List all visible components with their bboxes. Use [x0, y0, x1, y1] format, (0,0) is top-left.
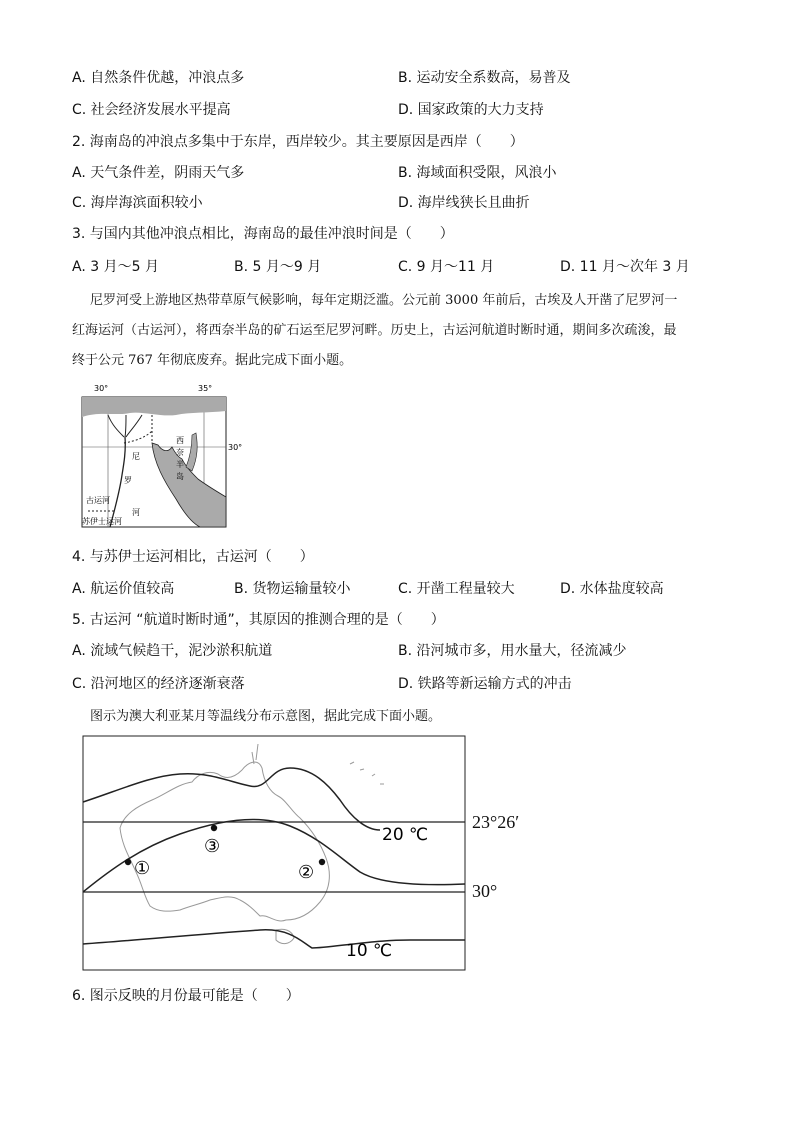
q4-option-b: B. 货物运输量较小: [234, 581, 351, 597]
map2-frame: [83, 736, 465, 970]
lon30-label: 30°: [94, 384, 109, 393]
q1-option-d: D. 国家政策的大力支持: [398, 102, 544, 118]
point-3-label: ③: [204, 836, 221, 857]
q2-stem: 2. 海南岛的冲浪点多集中于东岸，西岸较少。其主要原因是西岸（ ）: [72, 134, 524, 150]
point-1-dot: [125, 859, 131, 865]
nile-canal-map: [80, 381, 243, 531]
iso20-label: 20 ℃: [382, 825, 429, 845]
legend-suez-canal: 苏伊士运河: [82, 517, 122, 526]
legend-old-canal: 古运河: [86, 496, 110, 505]
q1-option-c: C. 社会经济发展水平提高: [72, 102, 231, 118]
sinai-char-2: 奈: [176, 448, 184, 457]
passage1-line3: 终于公元 767 年彻底废弃。据此完成下面小题。: [72, 353, 353, 368]
tropic-latitude-label: 23°26′: [472, 812, 520, 832]
q6-stem: 6. 图示反映的月份最可能是（ ）: [72, 988, 300, 1004]
lon35-label: 35°: [198, 384, 213, 393]
q5-option-a: A. 流域气候趋干，泥沙淤积航道: [72, 643, 273, 659]
q5-option-d: D. 铁路等新运输方式的冲击: [398, 676, 572, 692]
iso10-label: 10 ℃: [346, 941, 393, 961]
q3-stem: 3. 与国内其他冲浪点相比，海南岛的最佳冲浪时间是（ ）: [72, 226, 454, 242]
q2-option-c: C. 海岸海滨面积较小: [72, 195, 203, 211]
point-2-dot: [319, 859, 325, 865]
sinai-char-3: 半: [176, 460, 184, 469]
sinai-char-1: 西: [176, 436, 184, 445]
lat30-latitude-label: 30°: [472, 881, 498, 901]
q4-option-c: C. 开凿工程量较大: [398, 581, 515, 597]
q5-stem: 5. 古运河 “航道时断时通”，其原因的推测合理的是（ ）: [72, 612, 445, 628]
point-3-dot: [211, 825, 217, 831]
q5-option-b: B. 沿河城市多，用水量大，径流减少: [398, 643, 627, 659]
point-2-label: ②: [298, 862, 315, 883]
q3-option-a: A. 3 月～5 月: [72, 259, 159, 275]
q2-option-d: D. 海岸线狭长且曲折: [398, 195, 530, 211]
q1-option-b: B. 运动安全系数高，易普及: [398, 70, 571, 86]
q3-option-d: D. 11 月～次年 3 月: [560, 259, 690, 275]
sinai-char-4: 岛: [176, 472, 184, 481]
australia-isotherm-map: [80, 734, 470, 974]
q2-option-a: A. 天气条件差，阴雨天气多: [72, 165, 245, 181]
q2-option-b: B. 海域面积受限，风浪小: [398, 165, 557, 181]
q3-option-b: B. 5 月～9 月: [234, 259, 322, 275]
nile-char-1: 尼: [132, 452, 140, 461]
point-1-label: ①: [134, 858, 151, 879]
q4-option-a: A. 航运价值较高: [72, 581, 175, 597]
passage2: 图示为澳大利亚某月等温线分布示意图，据此完成下面小题。: [90, 709, 442, 724]
q4-option-d: D. 水体盐度较高: [560, 581, 664, 597]
q5-option-c: C. 沿河地区的经济逐渐衰落: [72, 676, 245, 692]
q4-stem: 4. 与苏伊士运河相比，古运河（ ）: [72, 549, 314, 565]
lat30-label: 30°: [228, 443, 243, 452]
passage1-line1: 尼罗河受上游地区热带草原气候影响，每年定期泛滥。公元前 3000 年前后，古埃及人开凿了尼罗河一: [90, 293, 678, 308]
q1-option-a: A. 自然条件优越，冲浪点多: [72, 70, 245, 86]
nile-char-2: 罗: [124, 476, 132, 485]
passage1-line2: 红海运河（古运河），将西奈半岛的矿石运至尼罗河畔。历史上，古运河航道时断时通，期间多次疏浚，最: [72, 323, 677, 338]
nile-char-3: 河: [132, 508, 140, 517]
q3-option-c: C. 9 月～11 月: [398, 259, 495, 275]
